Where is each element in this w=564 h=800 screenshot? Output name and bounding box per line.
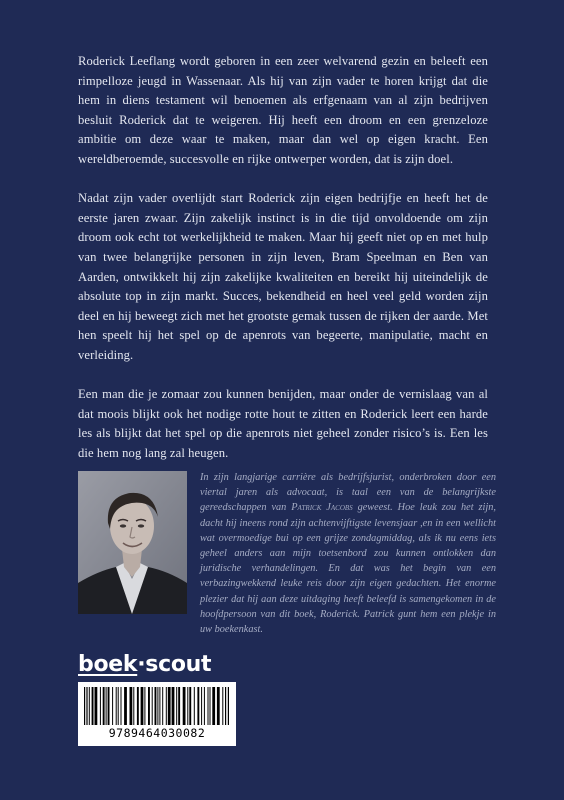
publisher-logo-part2: scout [145,652,212,677]
author-bio-text-end: geweest. Hoe leuk zou het zijn, dacht hij ineens rond zijn achtenvijftigste levensjaar ,en in een wellicht wat overmoedige bui op een grijze zondagmiddag, als ik nu eens iets geheel anders aan mijn toetsenbord zou kunnen ontlokken dan juridische verhandelingen. En dat was het begin van een verbazingwekkend leuke reis door zijn eigen gedachten. Het enorme plezier dat hij aan deze uitdaging heeft beleefd is samengekomen in de hoofdpersoon van dit boek, Roderick. Patrick gunt hem een plekje in uw boekenkast. [200,502,496,636]
author-bio-text-start: In zijn langjarige carrière als bedrijfsjurist, onderbroken door een viertal jaren als advocaat, is taal een van de belangrijkste gereedschappen van [200,472,496,514]
author-photo [78,471,187,614]
blurb-paragraph-3: Een man die je zomaar zou kunnen benijden, maar onder de vernislaag van al dat moois blijkt ook het nodige rotte hout te zitten en Roderick leert een harde les als blijkt dat het spel op die apenrots niet geheel zonder risico’s is. Een les die hem nog lang zal heugen. [78,387,488,460]
author-bio [200,470,496,637]
publisher-logo-dot: · [137,652,146,677]
blurb-paragraph-1: Roderick Leeflang wordt geboren in een zeer welvarend gezin en beleeft een rimpelloze jeugd in Wassenaar. Als hij van zijn vader te horen krijgt dat die hem in diens testament wil benoemen als erfgenaam van al zijn bedrijven besluit Roderick dat te weigeren. Hij heeft een droom en een grenzeloze ambitie om deze waar te maken, maar dan wel op eigen kracht. Een wereldberoemde, succesvolle en rijke ontwerper worden, dat is zijn doel. [78,54,488,166]
publisher-logo-part1: boek [78,652,138,677]
back-cover-blurb [78,52,488,483]
isbn-number: 9789464030082 [108,726,206,740]
publisher-logo [78,652,211,677]
blurb-paragraph-2: Nadat zijn vader overlijdt start Roderick zijn eigen bedrijfje en heeft het de eerste jaren zwaar. Zijn zakelijk instinct is in die tijd onvoldoende om zijn droom ook echt tot werkelijkheid te maken. Maar hij geeft niet op en met hulp van twee belangrijke personen in zijn leven, Bram Speelman en Ben van Aarden, ontwikkelt hij zijn zakelijke kwaliteiten en bereikt hij uiteindelijk de absolute top in zijn markt. Succes, bekendheid en heel veel geld worden zijn deel en hij beweegt zich met het grootste gemak tussen de rijken der aarde. Met hen speelt hij het spel op de apenrots van begeerte, manipulatie, macht en verleiding. [78,191,488,362]
isbn-barcode [78,682,236,746]
barcode-bars [84,687,230,725]
author-name: Patrick Jacobs [291,502,353,514]
